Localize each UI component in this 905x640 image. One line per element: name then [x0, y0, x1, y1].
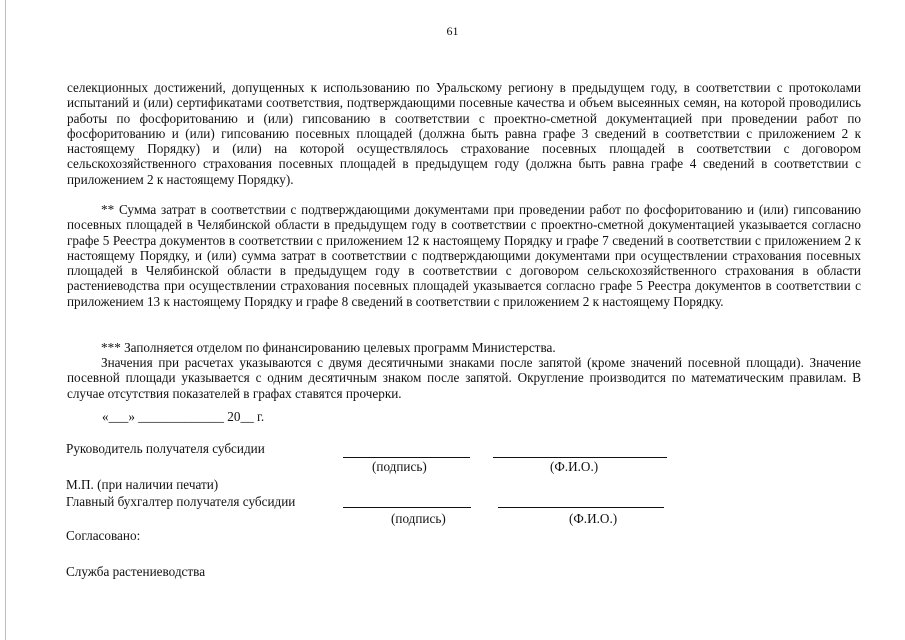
- accountant-signature-caption: (подпись): [391, 511, 446, 526]
- head-name-caption: (Ф.И.О.): [550, 459, 599, 474]
- accountant-name-caption: (Ф.И.О.): [569, 511, 618, 526]
- agreed-label: Согласовано:: [66, 528, 141, 543]
- accountant-label: Главный бухгалтер получателя субсидии: [66, 494, 296, 509]
- head-signature-line: [343, 457, 470, 458]
- footnote-triple-asterisk: *** Заполняется отделом по финансированию целевых программ Министерства.: [101, 340, 556, 355]
- service-label: Служба растениеводства: [66, 564, 206, 579]
- accountant-signature-line: [343, 507, 471, 508]
- head-name-line: [493, 457, 667, 458]
- head-signature-caption: (подпись): [372, 459, 427, 474]
- date-line: «___» _____________ 20__ г.: [102, 409, 265, 424]
- page-edge-line: [5, 0, 6, 640]
- calculation-rules-paragraph: Значения при расчетах указываются с двумя десятичными знаками после запятой (кроме значений посевной площади). Значение посевной площади указывается с одним десятичным знаком после запятой. Округление производится по математическим правилам. В случае отсутствия показателей в графах ставятся прочерки.: [67, 355, 861, 401]
- paragraph-continuation: селекционных достижений, допущенных к использованию по Уральскому региону в предыдущем году, в соответствии с протоколами испытаний и (или) сертификатами соответствия, подтверждающими посевные качества и объем высеянных семян, на которой проводились работы по фосфоритованию и (или) гипсованию в соответствии с проектно-сметной документацией при проведении работ по фосфоритованию и (или) гипсованию посевных площадей (должна быть равна графе 3 сведений в соответствии с приложением 2 к настоящему Порядку) и (или) на которой осуществлялось страхование посевных площадей в соответствии с договором сельскохозяйственного страхования посевных площадей в предыдущем году (должна быть равна графе 4 сведений в соответствии с приложением 2 к настоящему Порядку).: [67, 80, 861, 187]
- head-label: Руководитель получателя субсидии: [66, 441, 265, 456]
- stamp-label: М.П. (при наличии печати): [66, 477, 219, 492]
- footnote-double-asterisk: ** Сумма затрат в соответствии с подтверждающими документами при проведении работ по фосфоритованию и (или) гипсованию посевных площадей в Челябинской области в предыдущем году в соответствии с проектно-сметной документацией указывается согласно графе 5 Реестра документов в соответствии с приложением 12 к настоящему Порядку и графе 7 сведений в соответствии с приложением 2 к настоящему Порядку, и (или) сумма затрат в соответствии с подтверждающими документами при осуществлении страхования посевных площадей в Челябинской области в предыдущем году в соответствии с договором сельскохозяйственного страхования в области растениеводства при осуществлении страхования посевных площадей указывается согласно графе 5 Реестра документов в соответствии с приложением 13 к настоящему Порядку и графе 8 сведений в соответствии с приложением 2 к настоящему Порядку.: [67, 202, 861, 309]
- page-number: 61: [446, 24, 459, 38]
- accountant-name-line: [498, 507, 664, 508]
